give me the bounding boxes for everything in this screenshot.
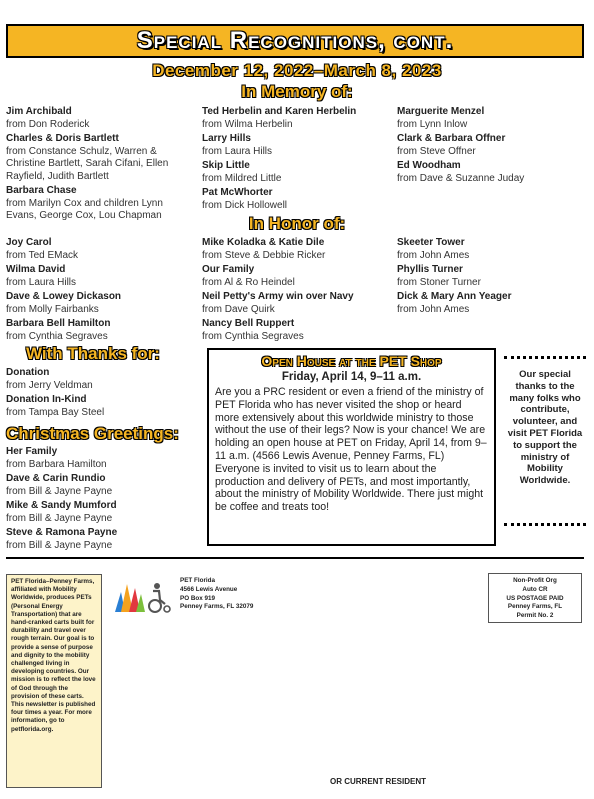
list-item: Larry Hills from Laura Hills [202, 133, 273, 157]
list-item: Skeeter Tower from John Ames [397, 237, 470, 261]
list-item: Joy Carol from Ted EMack [6, 237, 79, 261]
list-item: Ted Herbelin and Karen Herbelin from Wilma Herbelin [202, 106, 357, 130]
list-item: Neil Petty's Army win over Navy from Dave Quirk [202, 291, 354, 315]
list-item: Mike Koladka & Katie Dile from Steve & Debbie Ricker [202, 237, 326, 261]
footer-divider [6, 557, 584, 559]
list-item: Dave & Carin Rundio from Bill & Jayne Payne [6, 473, 113, 497]
with-thanks-heading: With Thanks for: [26, 344, 160, 363]
list-item: Dick & Mary Ann Yeager from John Ames [397, 291, 512, 315]
honor-col-2 [202, 237, 387, 345]
return-address: PET Florida 4566 Lewis Avenue PO Box 919 Penney Farms, FL 32079 [180, 577, 254, 611]
list-item: Donation from Jerry Veldman [6, 367, 93, 391]
list-item: Her Family from Barbara Hamilton [6, 446, 107, 470]
memory-col-3 [397, 106, 587, 187]
list-item: Pat McWhorter from Dick Hollowell [202, 187, 288, 211]
mobility-worldwide-logo-icon [113, 578, 173, 614]
special-thanks-text: Our special thanks to the many folks who contribute, volunteer, and visit PET Florida to support the ministry of Mobility Worldwide. [507, 369, 583, 487]
in-memory-heading: In Memory of: [241, 82, 353, 101]
special-thanks-box [504, 356, 586, 526]
current-resident-label: OR CURRENT RESIDENT [330, 777, 427, 786]
list-item: Jim Archibald from Don Roderick [6, 106, 90, 130]
title-banner [6, 24, 584, 58]
in-honor-heading: In Honor of: [248, 214, 346, 233]
thanks-list [6, 367, 196, 421]
memory-col-2 [202, 106, 387, 214]
list-item: Donation In-Kind from Tampa Bay Steel [6, 394, 105, 418]
list-item: Charles & Doris Bartlett from Constance Schulz, Warren & Christine Bartlett, Sarah Cifani, Ellen Rayfield, Judith Bartlett [6, 133, 169, 182]
date-range: December 12, 2022–March 8, 2023 [152, 61, 442, 80]
list-item: Skip Little from Mildred Little [202, 160, 282, 184]
list-item: Ed Woodham from Dave & Suzanne Juday [397, 160, 525, 184]
list-item: Marguerite Menzel from Lynn Inlow [397, 106, 485, 130]
list-item: Wilma David from Laura Hills [6, 264, 77, 288]
open-house-title: Open House at the PET Shop [261, 353, 442, 369]
list-item: Phyllis Turner from Stoner Turner [397, 264, 481, 288]
honor-col-3 [397, 237, 587, 318]
list-item: Clark & Barbara Offner from Steve Offner [397, 133, 506, 157]
list-item: Steve & Ramona Payne from Bill & Jayne Payne [6, 527, 118, 551]
postage-indicia: Non-Profit Org Auto CR US POSTAGE PAID Penney Farms, FL Permit No. 2 [488, 573, 582, 623]
christmas-list [6, 446, 196, 554]
logo-graphic [113, 578, 173, 614]
list-item: Barbara Chase from Marilyn Cox and children Lynn Evans, George Cox, Lou Chapman [6, 185, 163, 221]
list-item: Nancy Bell Ruppert from Cynthia Segraves [202, 318, 304, 342]
list-item: Dave & Lowey Dickason from Molly Fairbanks [6, 291, 122, 315]
mission-box [6, 574, 102, 788]
honor-col-1 [6, 237, 191, 345]
page-title: Special Recognitions, cont. [136, 27, 454, 54]
christmas-greetings-heading: Christmas Greetings: [6, 424, 179, 443]
memory-col-1 [6, 106, 191, 225]
list-item: Our Family from Al & Ro Heindel [202, 264, 295, 288]
open-house-body: Are you a PRC resident or even a friend of the ministry of PET Florida who has never visited the shop or heard more extensively about this worldwide ministry to those without the use of their legs? Now is your chance! We are holding an open house at PET on Friday, April 14, from 9–11 a.m. (4566 Lewis Avenue, Penney Farms, FL) Everyone is invited to visit us to learn about the production and delivery of PETs, and most importantly, about the ministry of Mobility Worldwide. There just might be coffee and treats too! [215, 386, 487, 514]
open-house-box [207, 348, 496, 546]
list-item: Barbara Bell Hamilton from Cynthia Segraves [6, 318, 111, 342]
list-item: Mike & Sandy Mumford from Bill & Jayne Payne [6, 500, 117, 524]
open-house-date: Friday, April 14, 9–11 a.m. [281, 371, 422, 383]
mission-text: PET Florida–Penney Farms, affiliated with Mobility Worldwide, produces PETs (Personal Energy Transportation) that are hand-cranked carts built for durability and travel over rough terrain. Our goal is to provide a sense of purpose and dignity to the mobility challenged living in developing countries. Our mission is to reflect the love of God through the provision of these carts. This newsletter is published four times a year. For more information, go to petflorida.org. [11, 578, 96, 733]
